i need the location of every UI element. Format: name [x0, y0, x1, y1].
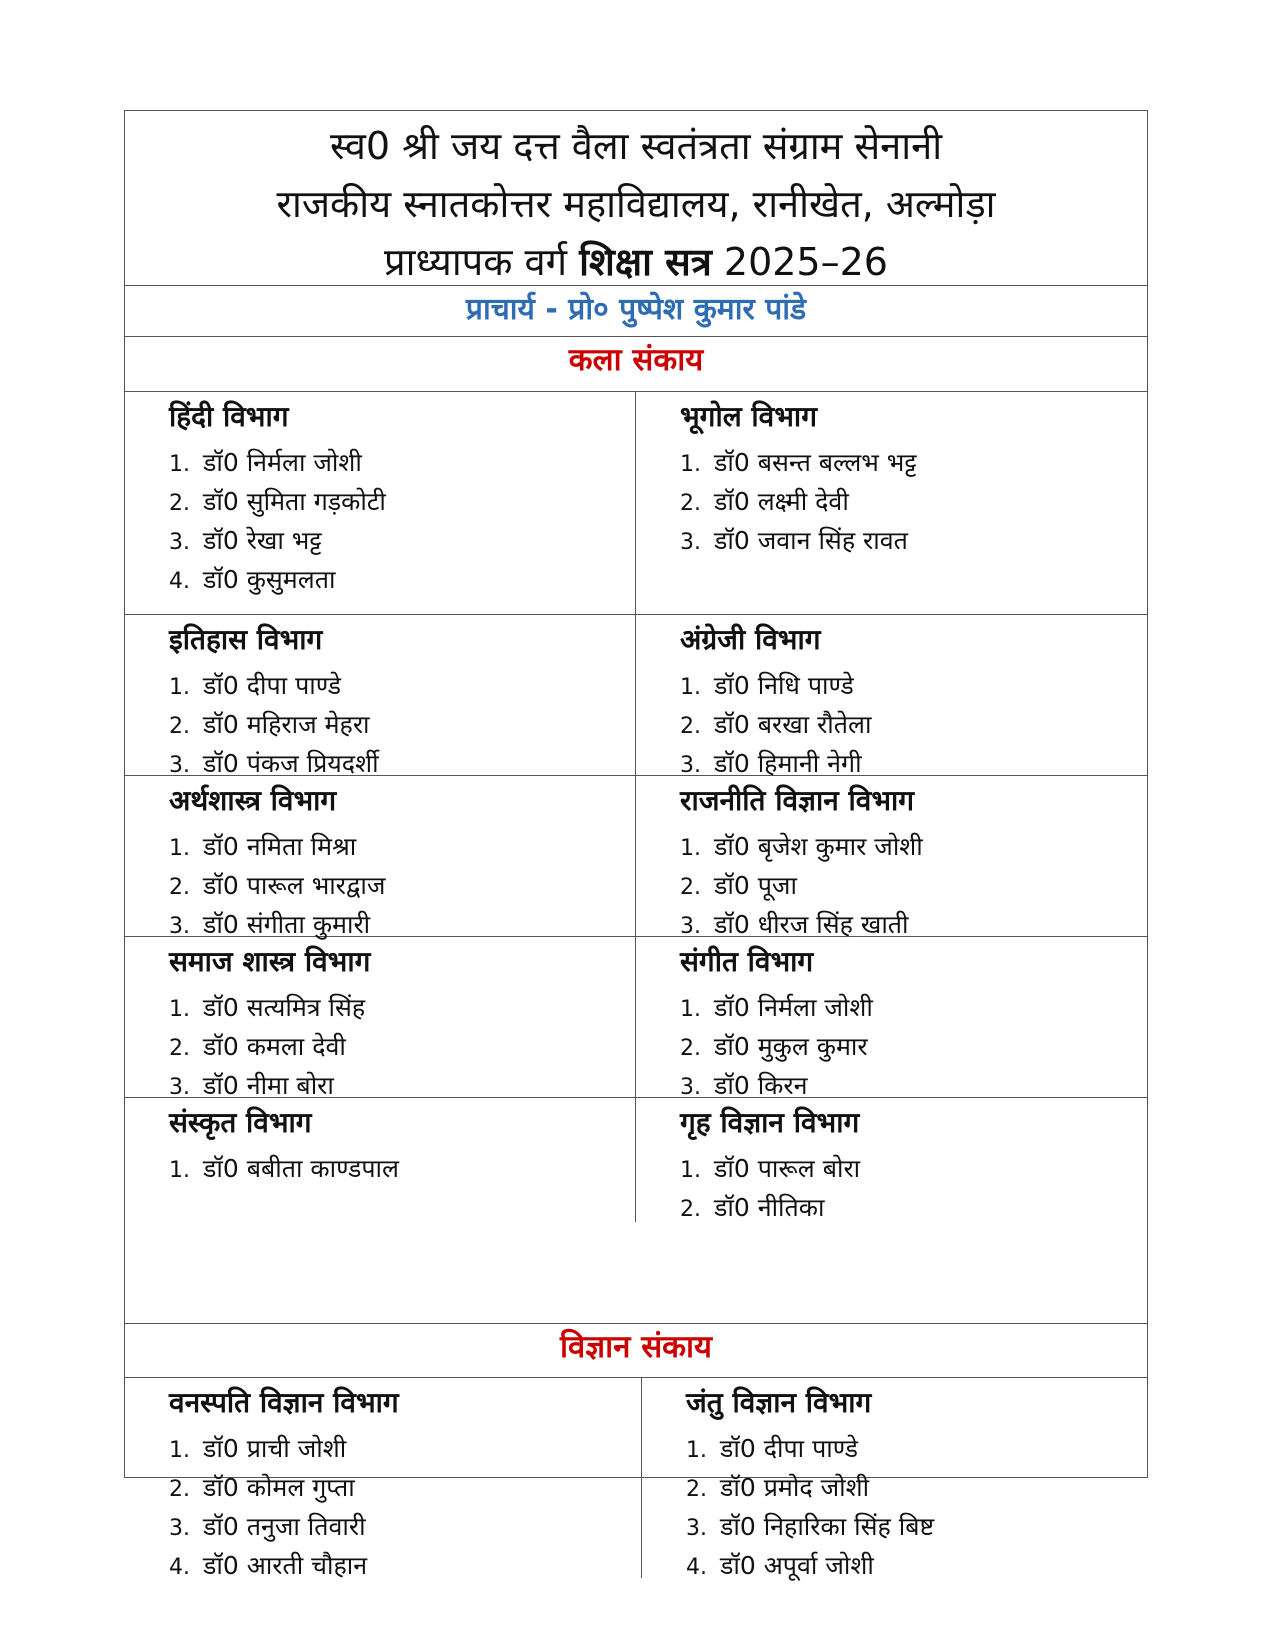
session-prefix: प्राध्यापक वर्ग [384, 240, 568, 284]
member-number: 2. [680, 1197, 701, 1222]
science-faculty-title: विज्ञान संकाय [560, 1329, 712, 1365]
member-number: 1. [169, 452, 190, 477]
member-number: 2. [169, 714, 190, 739]
department-cell [635, 1098, 1147, 1222]
arts-departments-grid [125, 392, 1147, 1323]
member-list [680, 1150, 1147, 1228]
member-name: डॉ0 किरन [714, 1071, 808, 1100]
member-number: 4. [169, 569, 190, 594]
member-item [169, 1028, 635, 1067]
member-number: 4. [169, 1555, 190, 1580]
member-name: डॉ0 संगीता कुमारी [203, 910, 371, 939]
member-name: डॉ0 पंकज प्रियदर्शी [203, 749, 379, 778]
department-cell [125, 937, 635, 1098]
member-list [169, 444, 635, 600]
faculty-list-table [124, 110, 1148, 1580]
department-title: वनस्पति विज्ञान विभाग [169, 1386, 399, 1419]
member-number: 2. [169, 491, 190, 516]
member-number: 2. [680, 491, 701, 516]
department-cell [635, 615, 1147, 776]
member-number: 3. [680, 1075, 701, 1100]
department-title: अंग्रेजी विभाग [680, 623, 821, 656]
member-number: 1. [680, 675, 701, 700]
department-title: संस्कृत विभाग [169, 1106, 312, 1139]
member-item [169, 1508, 641, 1547]
member-item [680, 667, 1147, 706]
department-cell [125, 1378, 641, 1578]
member-number: 3. [680, 530, 701, 555]
member-number: 2. [680, 714, 701, 739]
member-number: 1. [680, 452, 701, 477]
member-item [686, 1508, 1147, 1547]
member-number: 3. [169, 1075, 190, 1100]
member-name: डॉ0 पूजा [714, 871, 797, 900]
member-number: 3. [169, 1516, 190, 1541]
member-list [169, 989, 635, 1106]
member-number: 1. [169, 675, 190, 700]
member-item [680, 867, 1147, 906]
session-year: 2025–26 [723, 240, 888, 284]
member-item [686, 1547, 1147, 1586]
science-departments-grid [125, 1378, 1147, 1580]
member-name: डॉ0 प्रमोद जोशी [720, 1473, 870, 1502]
member-item [169, 667, 635, 706]
member-name: डॉ0 कमला देवी [203, 1032, 346, 1061]
department-cell [125, 392, 635, 615]
member-list [169, 1150, 635, 1189]
member-number: 2. [686, 1477, 707, 1502]
member-item [169, 444, 635, 483]
member-number: 1. [686, 1438, 707, 1463]
member-item [680, 483, 1147, 522]
member-item [686, 1469, 1147, 1508]
member-item [680, 1189, 1147, 1228]
member-item [680, 1028, 1147, 1067]
member-list [169, 1430, 641, 1586]
department-title: समाज शास्त्र विभाग [169, 945, 371, 978]
member-item [680, 706, 1147, 745]
member-name: डॉ0 दीपा पाण्डे [203, 671, 341, 700]
member-name: डॉ0 सत्यमित्र सिंह [203, 993, 366, 1022]
member-name: डॉ0 नीतिका [714, 1193, 825, 1222]
member-list [680, 828, 1147, 945]
college-header [125, 111, 1147, 286]
member-item [169, 867, 635, 906]
principal-row [125, 286, 1147, 337]
member-number: 3. [169, 530, 190, 555]
member-list [169, 667, 635, 784]
member-item [169, 1430, 641, 1469]
member-number: 1. [169, 997, 190, 1022]
college-name-line-2: राजकीय स्नातकोत्तर महाविद्यालय, रानीखेत, अल्मोड़ा [276, 182, 996, 226]
member-item [680, 828, 1147, 867]
member-list [169, 828, 635, 945]
member-number: 1. [680, 1158, 701, 1183]
member-name: डॉ0 निर्मला जोशी [203, 448, 362, 477]
member-name: डॉ0 कुसुमलता [203, 565, 336, 594]
department-title: संगीत विभाग [680, 945, 814, 978]
member-number: 4. [686, 1555, 707, 1580]
session-line [125, 233, 1147, 291]
department-title: जंतु विज्ञान विभाग [686, 1386, 872, 1419]
member-name: डॉ0 हिमानी नेगी [714, 749, 862, 778]
member-list [686, 1430, 1147, 1586]
member-item [686, 1430, 1147, 1469]
arts-faculty-row [125, 337, 1147, 392]
department-cell [635, 937, 1147, 1098]
member-list [680, 989, 1147, 1106]
department-title: अर्थशास्त्र विभाग [169, 784, 337, 817]
department-title: राजनीति विज्ञान विभाग [680, 784, 915, 817]
member-number: 2. [680, 875, 701, 900]
member-name: डॉ0 तनुजा तिवारी [203, 1512, 366, 1541]
member-name: डॉ0 मुकुल कुमार [714, 1032, 868, 1061]
member-name: डॉ0 धीरज सिंह खाती [714, 910, 909, 939]
member-name: डॉ0 अपूर्वा जोशी [720, 1551, 874, 1580]
member-item [169, 706, 635, 745]
college-name-line-1: स्व0 श्री जय दत्त वैला स्वतंत्रता संग्राम सेनानी [329, 124, 943, 168]
member-list [680, 667, 1147, 784]
member-item [169, 828, 635, 867]
member-number: 1. [169, 1438, 190, 1463]
member-name: डॉ0 नीमा बोरा [203, 1071, 334, 1100]
member-number: 2. [169, 1036, 190, 1061]
member-name: डॉ0 कोमल गुप्ता [203, 1473, 355, 1502]
member-name: डॉ0 नमिता मिश्रा [203, 832, 357, 861]
department-title: इतिहास विभाग [169, 623, 323, 656]
department-cell [125, 615, 635, 776]
member-item [169, 1547, 641, 1586]
member-name: डॉ0 महिराज मेहरा [203, 710, 370, 739]
department-cell [641, 1378, 1147, 1578]
member-number: 3. [680, 914, 701, 939]
member-number: 1. [680, 997, 701, 1022]
member-item [169, 1469, 641, 1508]
department-cell [125, 776, 635, 937]
member-item [169, 483, 635, 522]
member-name: डॉ0 जवान सिंह रावत [714, 526, 908, 555]
department-title: हिंदी विभाग [169, 400, 289, 433]
member-name: डॉ0 बृजेश कुमार जोशी [714, 832, 923, 861]
session-label: शिक्षा सत्र [579, 240, 712, 284]
member-item [169, 522, 635, 561]
member-number: 3. [686, 1516, 707, 1541]
member-item [680, 522, 1147, 561]
member-item [680, 989, 1147, 1028]
department-cell [635, 392, 1147, 615]
member-name: डॉ0 पारूल भारद्वाज [203, 871, 386, 900]
department-title: गृह विज्ञान विभाग [680, 1106, 860, 1139]
member-name: डॉ0 निहारिका सिंह बिष्ट [720, 1512, 935, 1541]
member-name: डॉ0 दीपा पाण्डे [720, 1434, 858, 1463]
member-number: 1. [169, 836, 190, 861]
member-number: 3. [169, 914, 190, 939]
department-cell [125, 1098, 635, 1222]
member-item [169, 561, 635, 600]
member-name: डॉ0 निधि पाण्डे [714, 671, 854, 700]
science-faculty-row [125, 1323, 1147, 1378]
member-number: 2. [169, 1477, 190, 1502]
member-number: 3. [680, 753, 701, 778]
member-item [169, 1150, 635, 1189]
member-number: 2. [169, 875, 190, 900]
member-name: डॉ0 पारूल बोरा [714, 1154, 861, 1183]
member-name: डॉ0 निर्मला जोशी [714, 993, 873, 1022]
member-name: डॉ0 सुमिता गड़कोटी [203, 487, 386, 516]
member-list [680, 444, 1147, 561]
member-name: डॉ0 प्राची जोशी [203, 1434, 347, 1463]
member-name: डॉ0 बरखा रौतेला [714, 710, 872, 739]
member-number: 3. [169, 753, 190, 778]
arts-faculty-title: कला संकाय [568, 342, 704, 378]
member-number: 1. [169, 1158, 190, 1183]
member-name: डॉ0 लक्ष्मी देवी [714, 487, 849, 516]
member-name: डॉ0 बसन्त बल्लभ भट्ट [714, 448, 917, 477]
member-item [169, 989, 635, 1028]
member-item [680, 444, 1147, 483]
member-item [680, 1150, 1147, 1189]
member-number: 2. [680, 1036, 701, 1061]
member-name: डॉ0 आरती चौहान [203, 1551, 368, 1580]
member-name: डॉ0 बबीता काण्डपाल [203, 1154, 399, 1183]
principal-name: प्राचार्य - प्रो० पुष्पेश कुमार पांडे [465, 292, 807, 327]
member-name: डॉ0 रेखा भट्ट [203, 526, 322, 555]
department-cell [635, 776, 1147, 937]
department-title: भूगोल विभाग [680, 400, 817, 433]
member-number: 1. [680, 836, 701, 861]
